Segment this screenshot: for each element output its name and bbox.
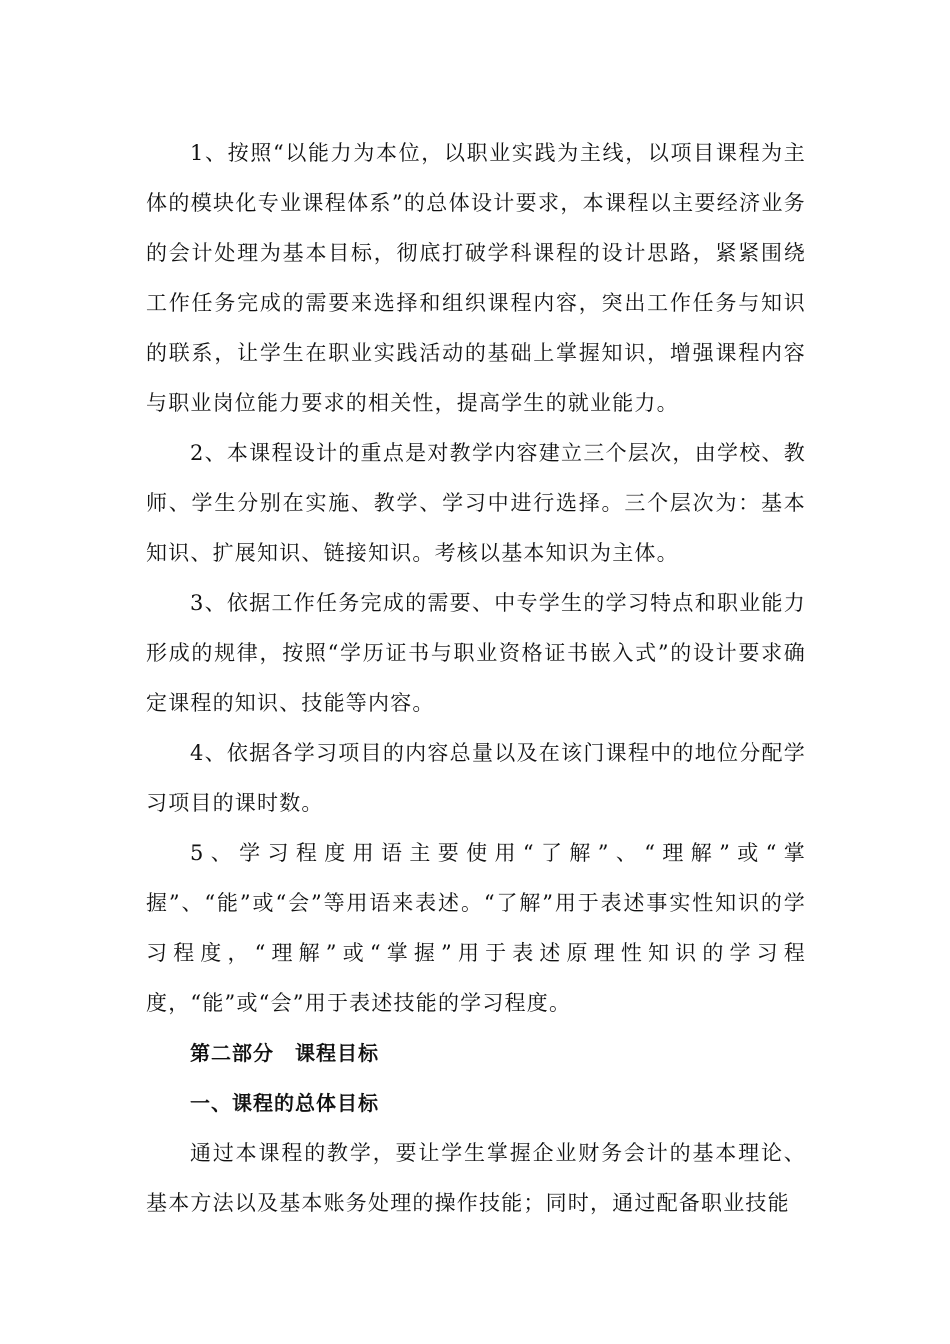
section-heading: 第二部分 课程目标 — [190, 1041, 379, 1065]
paragraph-1: 1、按照“以能力为本位，以职业实践为主线，以项目课程为主体的模块化专业课程体系”的总体设计要求，本课程以主要经济业务的会计处理为基本目标，彻底打破学科课程的设计思路，紧紧围绕工作任务完成的需要来选择和组织课程内容，突出工作任务与知识的联系，让学生在职业实践活动的基础上掌握知识，增强课程内容与职业岗位能力要求的相关性，提高学生的就业能力。 — [146, 141, 806, 415]
document-body — [146, 128, 806, 1228]
closing-paragraph: 通过本课程的教学，要让学生掌握企业财务会计的基本理论、基本方法以及基本账务处理的操作技能；同时，通过配备职业技能 — [146, 1141, 806, 1215]
paragraph-4: 4、依据各学习项目的内容总量以及在该门课程中的地位分配学习项目的课时数。 — [146, 741, 806, 815]
paragraph-3: 3、依据工作任务完成的需要、中专学生的学习特点和职业能力形成的规律，按照“学历证书与职业资格证书嵌入式”的设计要求确定课程的知识、技能等内容。 — [146, 591, 806, 715]
subsection-heading: 一、课程的总体目标 — [190, 1091, 379, 1115]
paragraph-2: 2、本课程设计的重点是对教学内容建立三个层次，由学校、教师、学生分别在实施、教学、学习中进行选择。三个层次为：基本知识、扩展知识、链接知识。考核以基本知识为主体。 — [146, 441, 806, 565]
paragraph-5: 5、学习程度用语主要使用“了解”、“理解”或“掌握”、“能”或“会”等用语来表述。“了解”用于表述事实性知识的学习程度，“理解”或“掌握”用于表述原理性知识的学习程度，“能”或“会”用于表述技能的学习程度。 — [146, 841, 806, 1015]
